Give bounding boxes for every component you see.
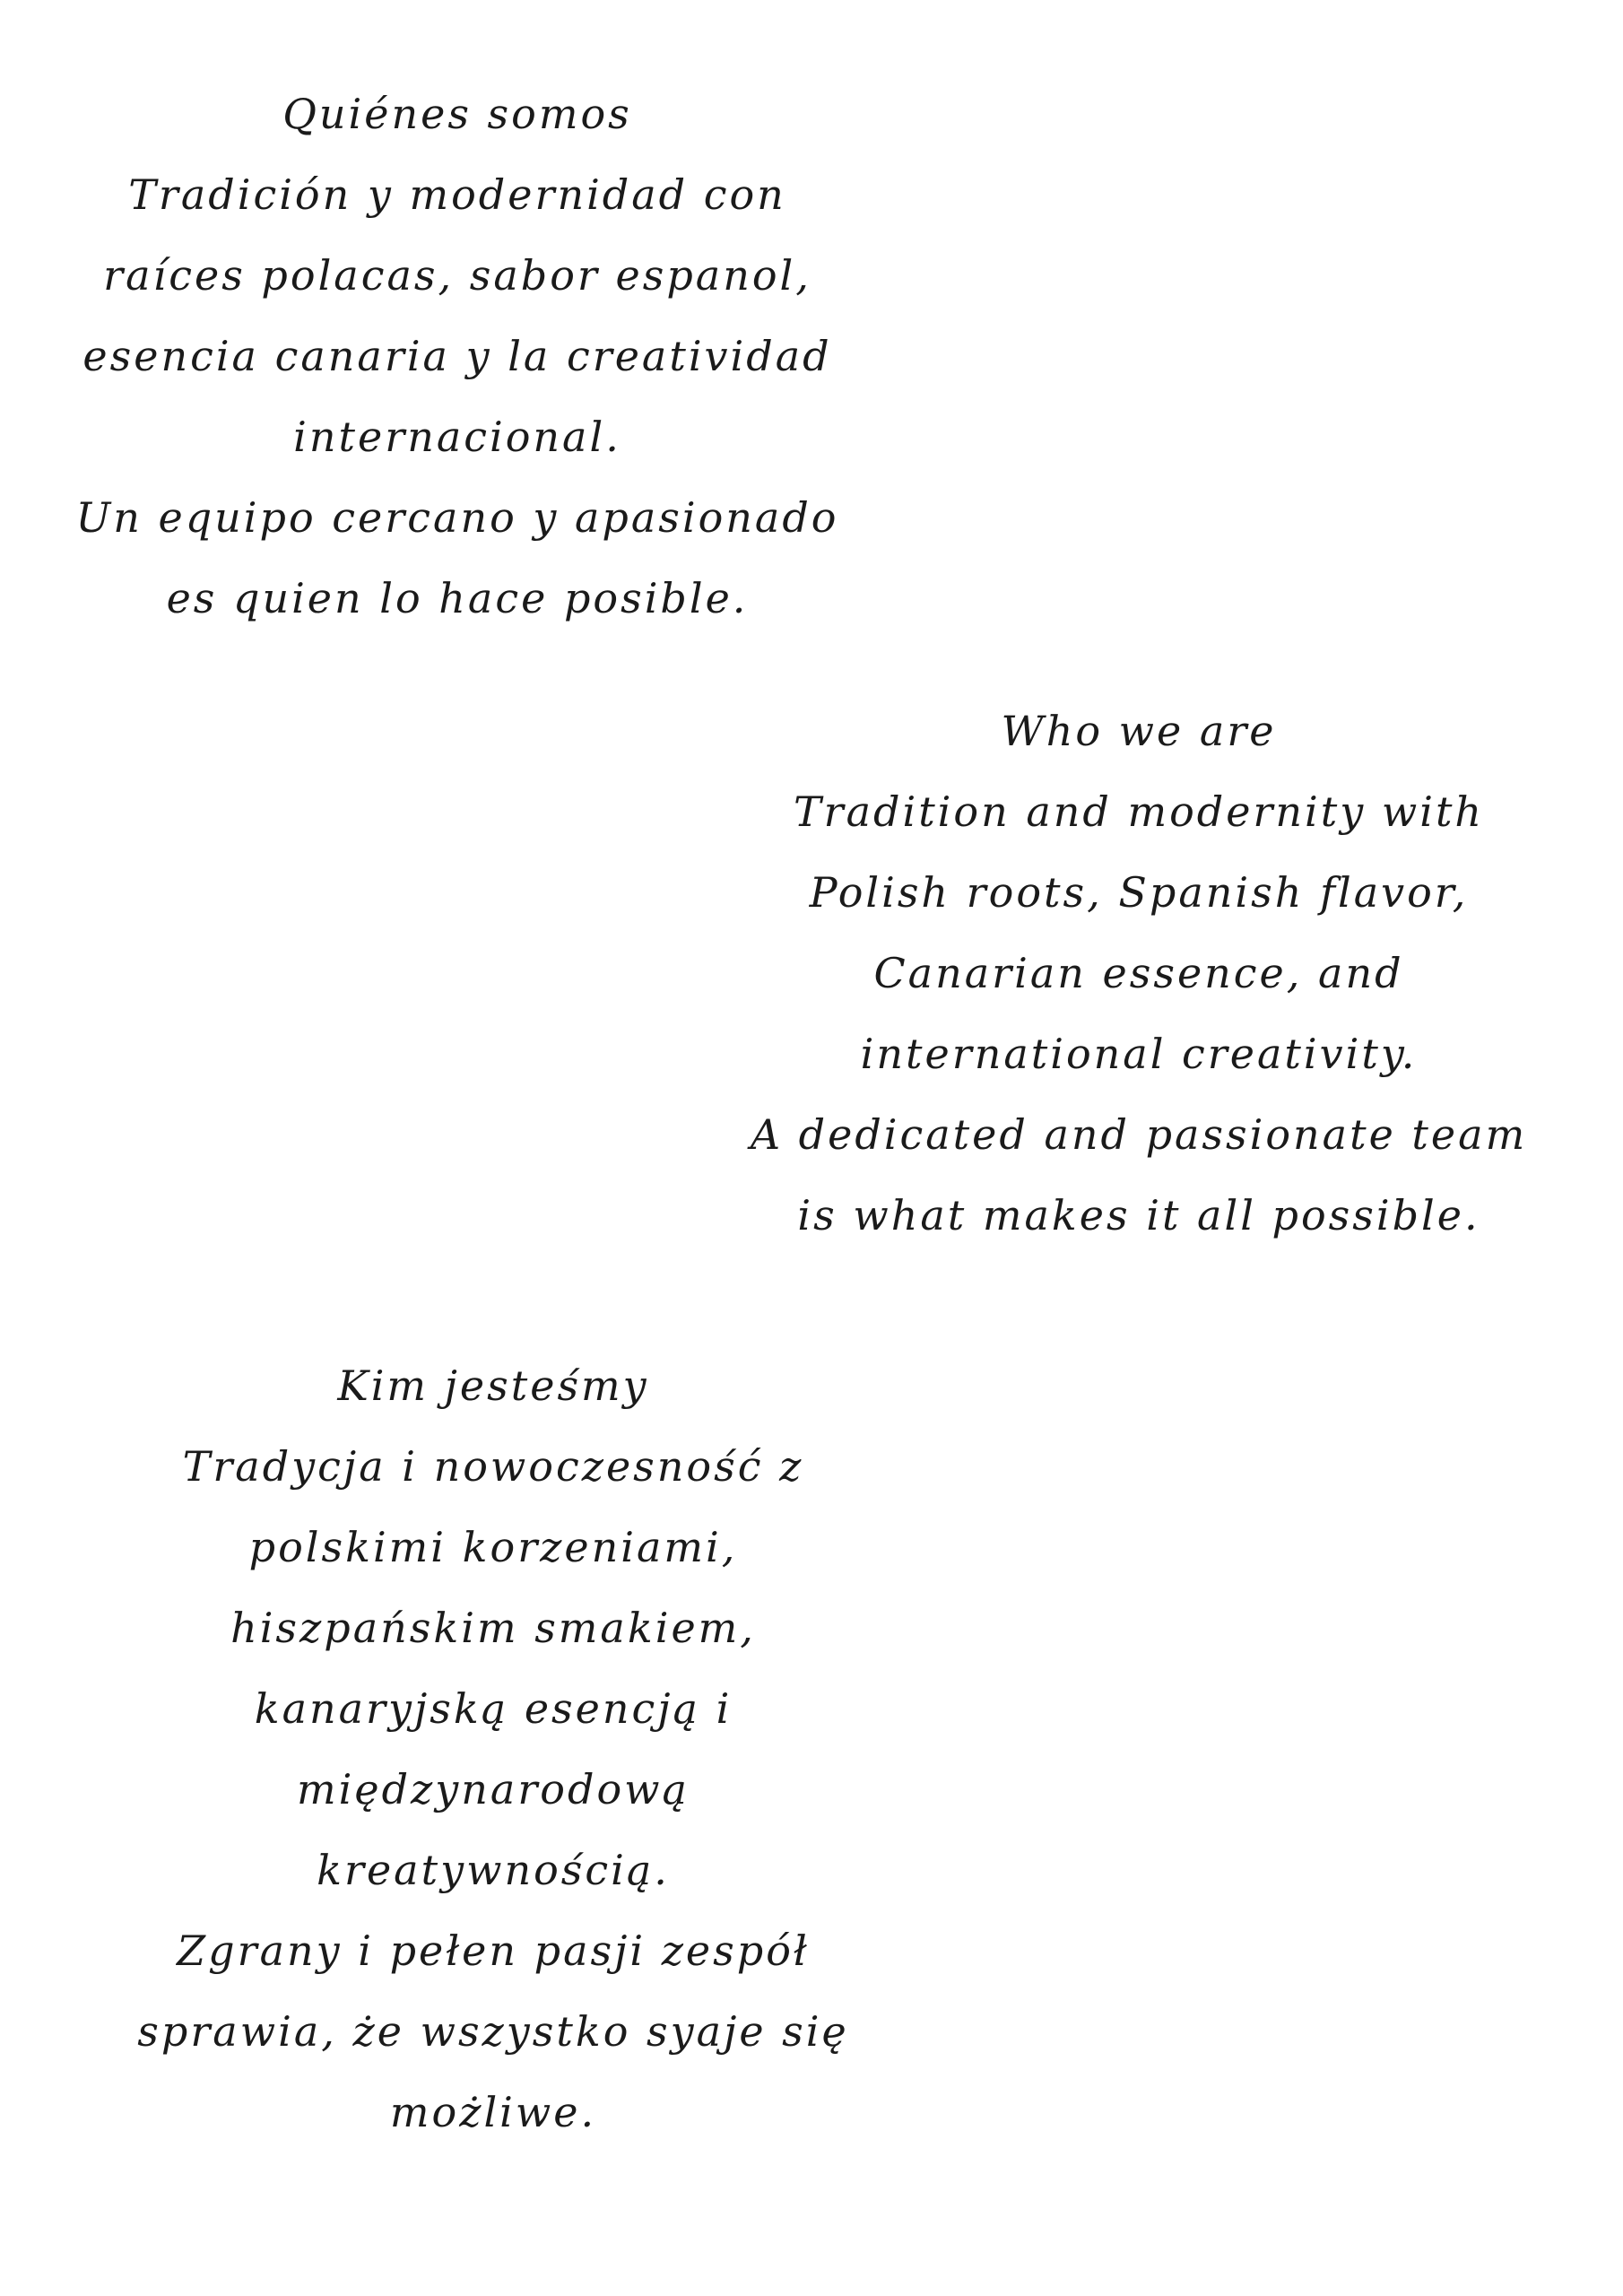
section-spanish [54,74,861,639]
text-line: Tradition and modernity with [793,787,1485,836]
text-line: Polish roots, Spanish flavor, [809,868,1469,917]
section-heading: Quiénes somos [282,90,632,138]
text-line: Tradición y modernidad con [128,170,786,219]
text-line: sprawia, że wszystko syaje się [137,2007,849,2056]
section-heading: Who we are [1001,707,1277,755]
section-heading: Kim jesteśmy [337,1361,649,1410]
section-polish [90,1345,897,2152]
text-line: polskimi korzeniami, [248,1523,738,1571]
text-line: Un equipo cercano y apasionado [75,493,839,542]
text-line: internacional. [293,413,621,461]
text-line: Zgrany i pełen pasji zespół [177,1926,810,1975]
text-line: A dedicated and passionate team [750,1110,1528,1159]
text-line: kanaryjską esencją i [254,1684,733,1733]
text-line: is what makes it all possible. [797,1191,1480,1239]
text-line: kreatywnością. [317,1846,670,1894]
text-line: możliwe. [389,2088,597,2136]
text-line: raíces polacas, sabor espanol, [103,251,812,300]
text-line: Canarian essence, and [873,949,1404,997]
text-line: es quien lo hace posible. [166,574,749,622]
text-line: Tradycja i nowoczesność z [182,1442,804,1491]
section-english [708,691,1569,1256]
text-line: hiszpańskim smakiem, [230,1604,756,1652]
text-line: esencia canaria y la creatividad [82,332,832,380]
text-line: międzynarodową [297,1765,690,1813]
text-line: international creativity. [860,1030,1418,1078]
